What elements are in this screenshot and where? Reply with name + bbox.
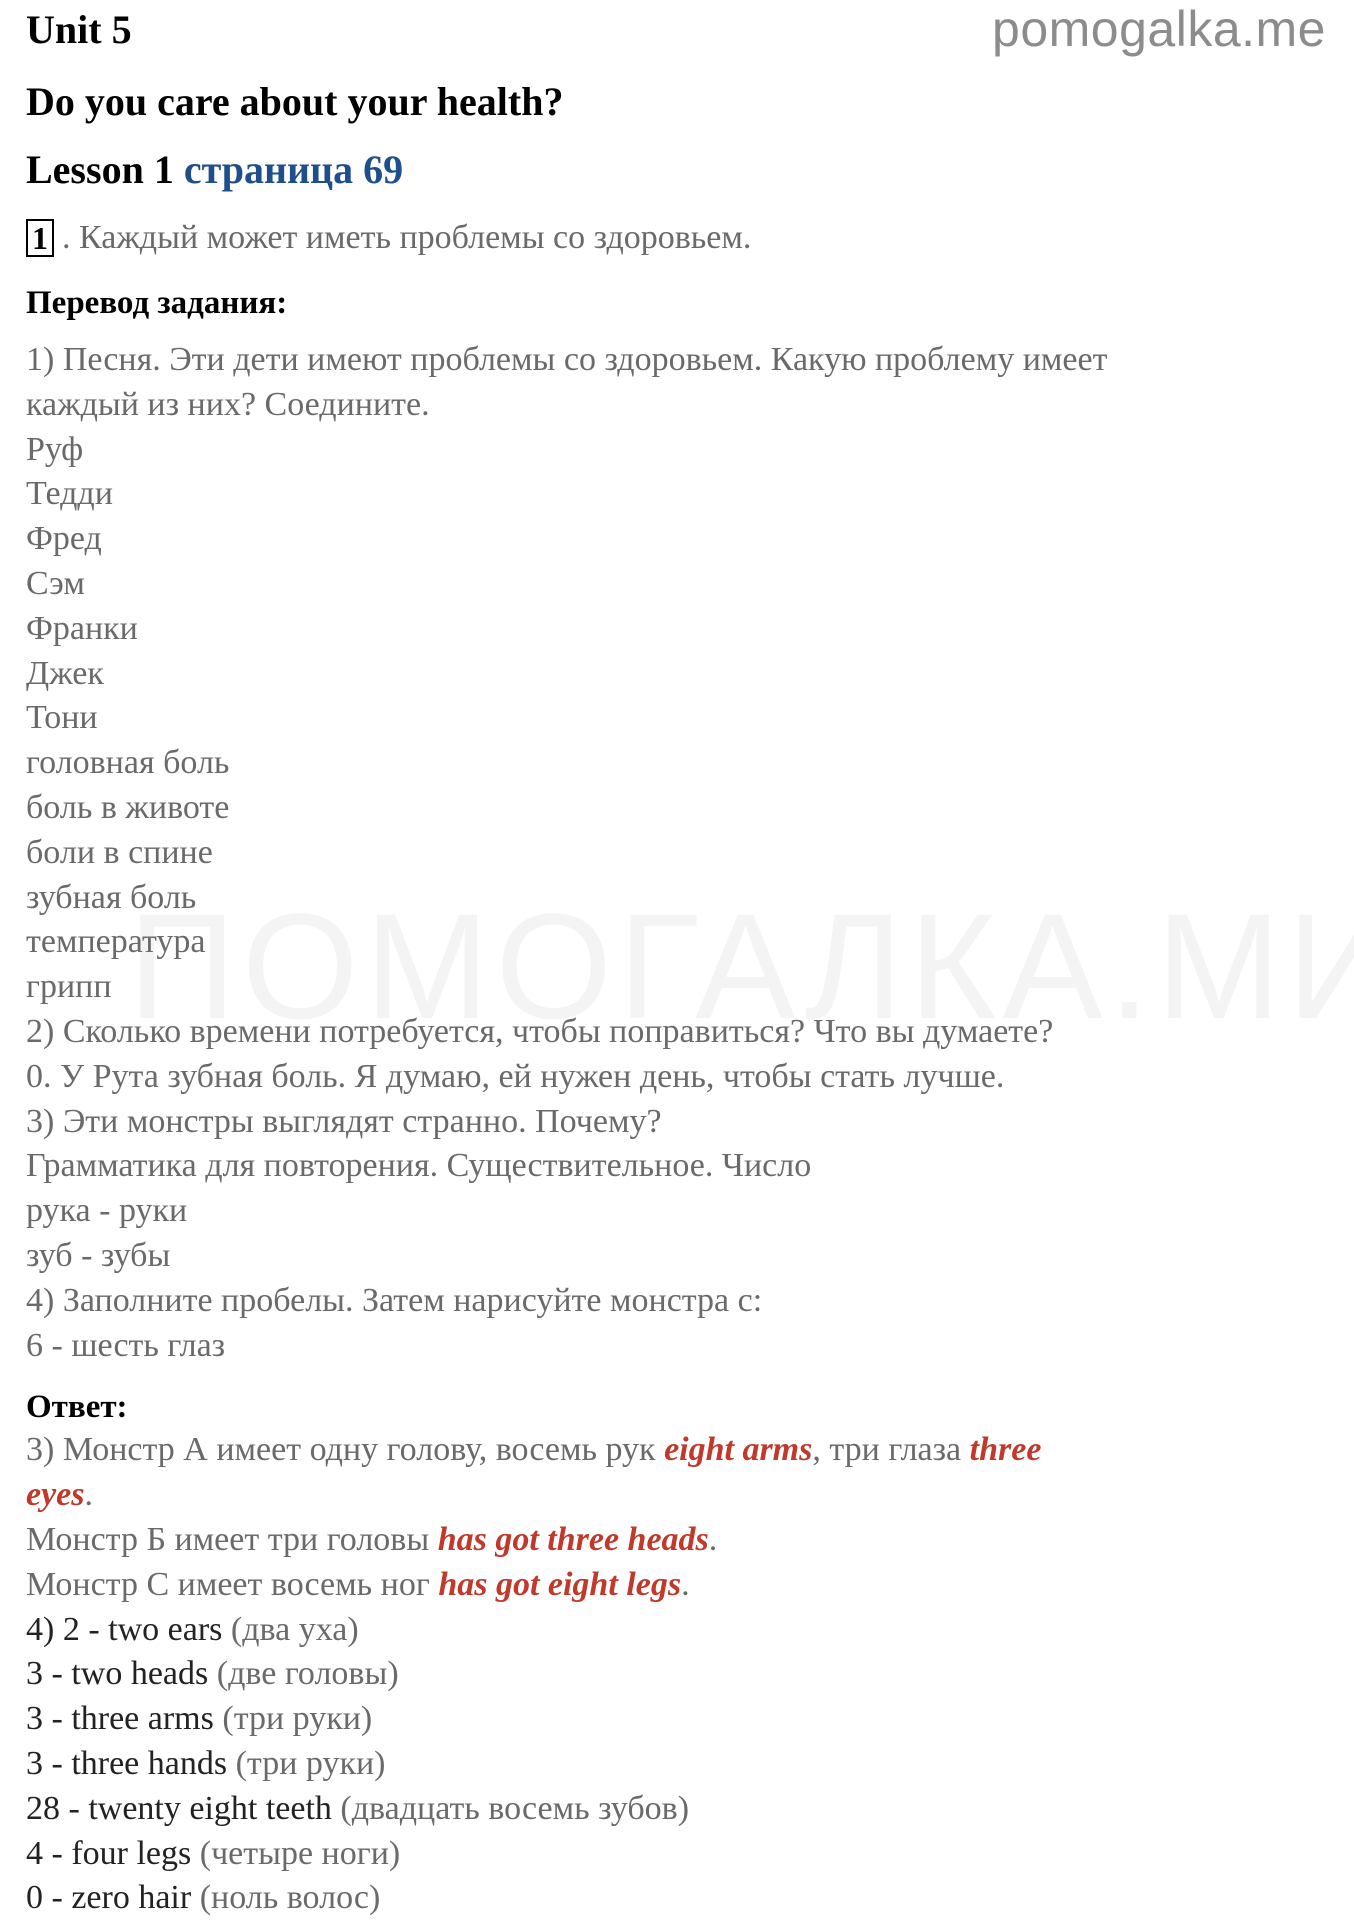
translation-lines	[26, 338, 1336, 1368]
task-text: Каждый может иметь проблемы со здоровьем.	[79, 219, 752, 256]
answer-monster-a	[26, 1428, 1336, 1473]
translation-line: Руф	[26, 430, 84, 468]
answer-item	[26, 1652, 1336, 1697]
answer-text: Монстр С имеет восемь ног	[26, 1565, 439, 1603]
answer-highlight: eight arms	[664, 1431, 813, 1469]
translation-line: боли в спине	[26, 833, 213, 871]
translation-line: температура	[26, 923, 206, 961]
translation-line: Тони	[26, 699, 98, 737]
answer-russian: (два уха)	[222, 1610, 359, 1648]
lesson-heading	[26, 146, 1336, 194]
translation-line: Сэм	[26, 564, 85, 602]
answer-highlight: three	[969, 1431, 1042, 1469]
translation-line: 6 - шесть глаз	[26, 1326, 226, 1364]
lesson-label: Lesson 1	[26, 147, 174, 192]
task-number-badge: 1	[26, 219, 54, 257]
answer-monster-b	[26, 1518, 1336, 1563]
answer-text: Монстр Б имеет три головы	[26, 1520, 438, 1558]
answer-russian: (три руки)	[213, 1700, 373, 1738]
translation-line: боль в животе	[26, 788, 230, 826]
task-statement	[26, 216, 1336, 260]
answer-english: 0 - zero hair	[26, 1879, 192, 1917]
translation-line: головная боль	[26, 744, 230, 782]
answer-item	[26, 1608, 1336, 1653]
answer-item	[26, 1742, 1336, 1787]
answer-english: 4) 2 - two ears	[26, 1610, 223, 1648]
answer-english: 4 - four legs	[26, 1834, 192, 1872]
answer-highlight: has got three heads	[437, 1520, 709, 1558]
answer-item	[26, 1697, 1336, 1742]
translation-line: 2) Сколько времени потребуется, чтобы поправиться? Что вы думаете?	[26, 1012, 1054, 1050]
document-page	[26, 0, 1336, 1921]
answer-english: 3 - three hands	[26, 1744, 228, 1782]
translation-line: грипп	[26, 968, 112, 1006]
answer-highlight: has got eight legs	[438, 1565, 682, 1603]
translation-line: Тедди	[26, 475, 113, 513]
answer-text: , три глаза	[812, 1431, 970, 1469]
translation-line: зубная боль	[26, 878, 197, 916]
answer-russian: (три руки)	[227, 1744, 386, 1782]
translation-line: Грамматика для повторения. Существительное. Число	[26, 1147, 812, 1185]
translation-line: 3) Эти монстры выглядят странно. Почему?	[26, 1102, 662, 1140]
answer-text: .	[681, 1565, 690, 1603]
translation-line: Фред	[26, 520, 102, 558]
answer-heading: Ответ:	[26, 1389, 128, 1426]
translation-line: 0. У Рута зубная боль. Я думаю, ей нужен день, чтобы стать лучше.	[26, 1057, 1005, 1095]
translation-line: 4) Заполните пробелы. Затем нарисуйте монстра с:	[26, 1281, 763, 1319]
answer-text: 3) Монстр А имеет одну голову, восемь рук	[26, 1431, 665, 1469]
answer-text: .	[708, 1520, 718, 1558]
answer-english: 3 - three arms	[26, 1700, 214, 1738]
answer-monster-c	[26, 1563, 1336, 1608]
answer-item	[26, 1832, 1336, 1877]
answer-lines	[26, 1428, 1336, 1921]
task-dot: .	[62, 219, 71, 256]
answer-item	[26, 1787, 1336, 1832]
translation-line: зуб - зубы	[26, 1236, 171, 1274]
answer-text: .	[84, 1476, 94, 1514]
page-title: Do you care about your health?	[26, 79, 564, 124]
translation-line: каждый из них? Соедините.	[26, 385, 430, 423]
translation-line: рука - руки	[26, 1192, 188, 1230]
translation-heading: Перевод задания:	[26, 285, 288, 321]
answer-english: 28 - twenty eight teeth	[26, 1789, 332, 1827]
translation-line: Франки	[26, 609, 138, 647]
page-reference: страница 69	[183, 147, 404, 192]
translation-line: Джек	[26, 654, 104, 692]
answer-russian: (двадцать восемь зубов)	[331, 1789, 690, 1827]
answer-russian: (две головы)	[208, 1655, 399, 1693]
site-watermark: pomogalka.me	[992, 1, 1326, 57]
answer-item	[26, 1876, 1336, 1921]
translation-line: 1) Песня. Эти дети имеют проблемы со здоровьем. Какую проблему имеет	[26, 341, 1108, 378]
answer-russian: (ноль волос)	[191, 1879, 381, 1917]
unit-heading: Unit 5	[26, 7, 132, 52]
answer-russian: (четыре ноги)	[191, 1834, 401, 1872]
answer-monster-a-cont	[26, 1473, 1336, 1518]
answer-english: 3 - two heads	[26, 1655, 209, 1693]
answer-highlight: eyes	[26, 1476, 85, 1514]
